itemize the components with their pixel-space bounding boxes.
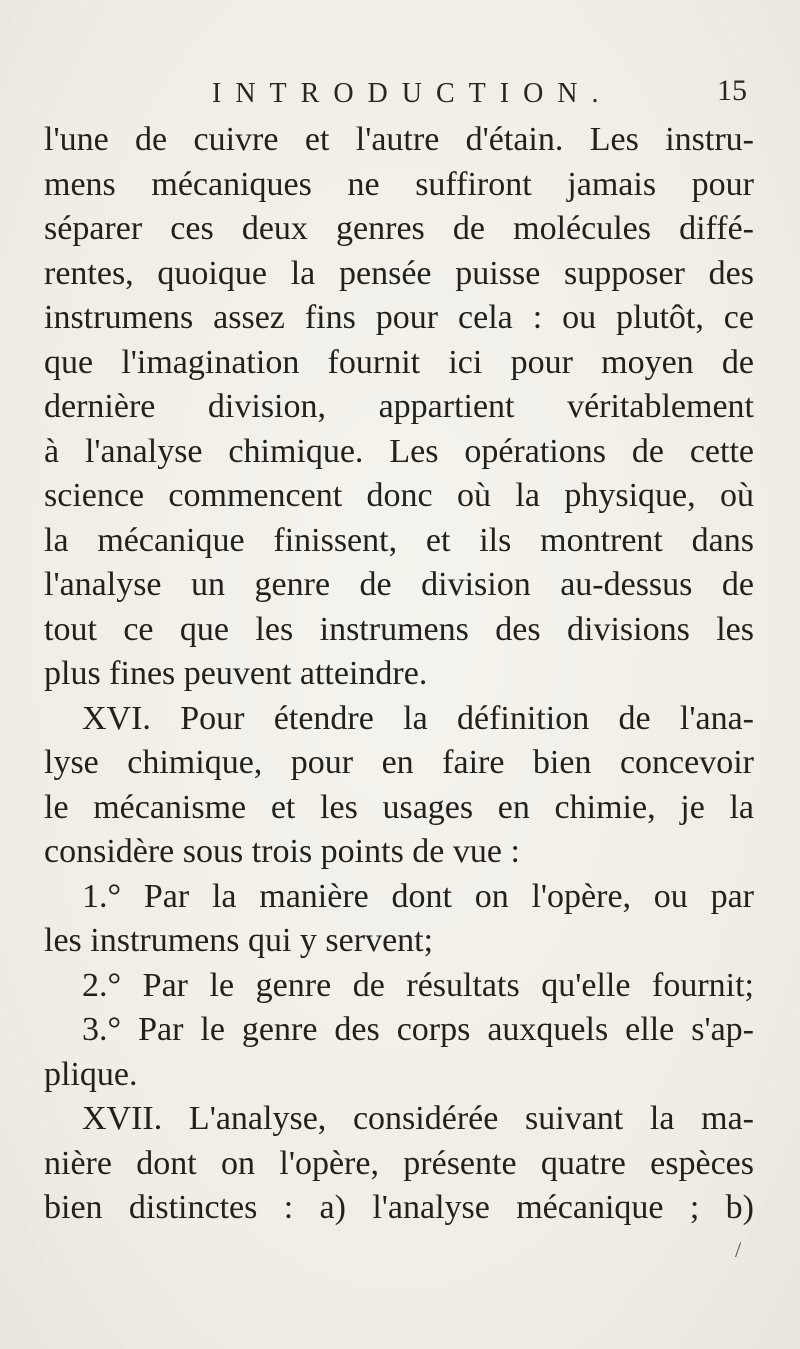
text-line: le mécanisme et les usages en chimie, je la: [44, 788, 754, 826]
list-item-line: 1.° Par la manière dont on l'opère, ou par: [82, 877, 754, 915]
text-line: l'une de cuivre et l'autre d'étain. Les instru-: [44, 121, 754, 158]
section-heading-line: XVI. Pour étendre la définition de l'ana-: [82, 699, 754, 737]
text-line: rentes, quoique la pensée puisse supposer des: [44, 254, 754, 292]
list-item-line: 2.° Par le genre de résultats qu'elle fournit;: [82, 966, 754, 1004]
text-line: dernière division, appartient véritablement: [44, 388, 754, 425]
text-line: nière dont on l'opère, présente quatre espèces: [44, 1144, 754, 1182]
section-heading-line: XVII. L'analyse, considérée suivant la ma-: [82, 1100, 754, 1137]
text-line: séparer ces deux genres de molécules diffé-: [44, 210, 754, 247]
running-head: INTRODUCTION.: [212, 78, 613, 109]
text-line: tout ce que les instrumens des divisions les: [44, 610, 754, 648]
text-line: instrumens assez fins pour cela : ou plutôt, ce: [44, 299, 754, 336]
text-line: les instrumens qui y servent;: [44, 922, 434, 959]
text-line: mens mécaniques ne suffiront jamais pour: [44, 165, 754, 203]
text-line: plique.: [44, 1055, 138, 1093]
text-line: science commencent donc où la physique, où: [44, 477, 754, 514]
text-line: la mécanique finissent, et ils montrent dans: [44, 521, 754, 559]
list-item-line: 3.° Par le genre des corps auxquels elle s'ap-: [82, 1011, 754, 1048]
text-line: considère sous trois points de vue :: [44, 833, 520, 870]
text-line: à l'analyse chimique. Les opérations de cette: [44, 432, 754, 470]
page-header: [0, 72, 800, 112]
text-line: l'analyse un genre de division au-dessus de: [44, 566, 754, 603]
stray-mark: /: [735, 1237, 742, 1262]
text-line: plus fines peuvent atteindre.: [44, 655, 428, 692]
body-text: [44, 118, 754, 1231]
text-line: lyse chimique, pour en faire bien concevoir: [44, 744, 754, 781]
text-line: que l'imagination fournit ici pour moyen de: [44, 343, 754, 381]
text-line: bien distinctes : a) l'analyse mécanique ; b): [44, 1189, 754, 1226]
page-number: 15: [717, 74, 747, 107]
